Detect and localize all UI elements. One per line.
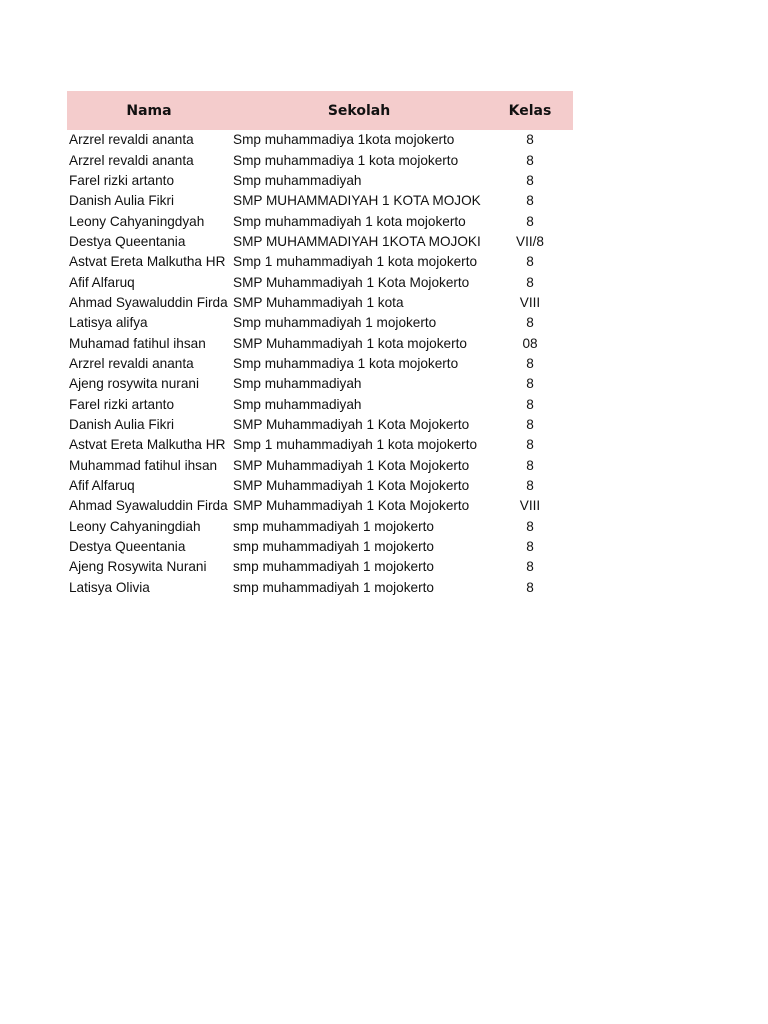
- cell-kelas: 8: [526, 396, 534, 412]
- cell-nama: Afif Alfaruq: [69, 274, 135, 290]
- cell-kelas: 8: [526, 539, 534, 555]
- cell-nama: Latisya Olivia: [69, 579, 150, 595]
- cell-kelas: 8: [526, 518, 534, 534]
- cell-sekolah: SMP Muhammadiyah 1 Kota Mojokerto: [233, 478, 470, 494]
- cell-nama: Afif Alfaruq: [69, 478, 135, 494]
- cell-nama: Danish Aulia Fikri: [69, 416, 175, 432]
- cell-sekolah: smp muhammadiyah 1 mojokerto: [233, 579, 434, 595]
- cell-kelas: 8: [526, 559, 534, 575]
- table-row: [67, 171, 573, 191]
- cell-kelas: 8: [526, 213, 534, 229]
- cell-nama: Leony Cahyaningdiah: [69, 518, 201, 534]
- table-row: [67, 150, 573, 170]
- table-header: [67, 91, 573, 130]
- cell-kelas: 8: [526, 254, 534, 270]
- table-row: [67, 476, 573, 496]
- cell-kelas: 8: [526, 457, 534, 473]
- cell-sekolah: smp muhammadiyah 1 mojokerto: [233, 518, 434, 534]
- cell-nama: Ajeng rosywita nurani: [69, 376, 199, 392]
- cell-sekolah: Smp muhammadiyah: [233, 376, 362, 392]
- cell-kelas: 8: [526, 478, 534, 494]
- table-row: [67, 333, 573, 353]
- cell-sekolah: Smp 1 muhammadiyah 1 kota mojokerto: [233, 437, 478, 453]
- table-row: [67, 394, 573, 414]
- cell-nama: Arzrel revaldi ananta: [69, 355, 194, 371]
- header-nama: Nama: [126, 102, 172, 119]
- table-row: [67, 272, 573, 292]
- cell-kelas: 8: [526, 416, 534, 432]
- cell-kelas: 8: [526, 132, 534, 148]
- table-row: [67, 354, 573, 374]
- cell-sekolah: SMP MUHAMMADIYAH 1KOTA MOJOKI: [233, 233, 481, 249]
- cell-sekolah: Smp muhammadiya 1 kota mojokerto: [233, 152, 459, 168]
- cell-sekolah: SMP Muhammadiyah 1 Kota Mojokerto: [233, 274, 470, 290]
- cell-nama: Destya Queentania: [69, 233, 186, 249]
- cell-kelas: 8: [526, 355, 534, 371]
- table-row: [67, 435, 573, 455]
- cell-nama: Farel rizki artanto: [69, 396, 175, 412]
- cell-kelas: 8: [526, 376, 534, 392]
- cell-nama: Arzrel revaldi ananta: [69, 152, 194, 168]
- cell-nama: Muhamad fatihul ihsan: [69, 335, 206, 351]
- cell-kelas: 08: [522, 335, 538, 351]
- table-row: [67, 517, 573, 537]
- header-kelas: Kelas: [508, 102, 552, 119]
- cell-nama: Leony Cahyaningdyah: [69, 213, 205, 229]
- table-row: [67, 252, 573, 272]
- cell-kelas: VIII: [519, 498, 541, 514]
- header-sekolah: Sekolah: [327, 102, 391, 119]
- cell-sekolah: Smp muhammadiyah 1 kota mojokerto: [233, 213, 466, 229]
- table-row: [67, 232, 573, 252]
- cell-nama: Ahmad Syawaluddin Firda: [69, 498, 228, 514]
- cell-sekolah: Smp muhammadiyah: [233, 172, 362, 188]
- cell-nama: Arzrel revaldi ananta: [69, 132, 194, 148]
- cell-nama: Astvat Ereta Malkutha HR: [69, 254, 226, 270]
- cell-kelas: 8: [526, 579, 534, 595]
- cell-sekolah: Smp muhammadiya 1kota mojokerto: [233, 132, 455, 148]
- student-table: [67, 91, 573, 598]
- table-row: [67, 557, 573, 577]
- cell-kelas: 8: [526, 274, 534, 290]
- cell-sekolah: Smp muhammadiyah: [233, 396, 362, 412]
- cell-sekolah: smp muhammadiyah 1 mojokerto: [233, 559, 434, 575]
- cell-nama: Muhammad fatihul ihsan: [69, 457, 218, 473]
- cell-sekolah: smp muhammadiyah 1 mojokerto: [233, 539, 434, 555]
- cell-kelas: 8: [526, 315, 534, 331]
- table-row: [67, 293, 573, 313]
- table-row: [67, 578, 573, 598]
- table-row: [67, 374, 573, 394]
- header-row: [67, 91, 573, 130]
- cell-sekolah: Smp muhammadiyah 1 mojokerto: [233, 315, 437, 331]
- cell-sekolah: Smp 1 muhammadiyah 1 kota mojokerto: [233, 254, 478, 270]
- table-body: [67, 130, 573, 598]
- cell-nama: Destya Queentania: [69, 539, 186, 555]
- cell-nama: Ajeng Rosywita Nurani: [69, 559, 207, 575]
- table-row: [67, 313, 573, 333]
- cell-nama: Danish Aulia Fikri: [69, 193, 175, 209]
- table-row: [67, 211, 573, 231]
- cell-kelas: 8: [526, 193, 534, 209]
- cell-sekolah: Smp muhammadiya 1 kota mojokerto: [233, 355, 459, 371]
- cell-sekolah: SMP Muhammadiyah 1 Kota Mojokerto: [233, 498, 470, 514]
- table-row: [67, 415, 573, 435]
- table-row: [67, 456, 573, 476]
- cell-nama: Ahmad Syawaluddin Firda: [69, 294, 228, 310]
- cell-sekolah: SMP Muhammadiyah 1 Kota Mojokerto: [233, 416, 470, 432]
- cell-kelas: 8: [526, 172, 534, 188]
- cell-kelas: 8: [526, 437, 534, 453]
- cell-sekolah: SMP Muhammadiyah 1 kota: [233, 294, 404, 310]
- cell-kelas: VIII: [519, 294, 541, 310]
- cell-nama: Farel rizki artanto: [69, 172, 175, 188]
- cell-nama: Latisya alifya: [69, 315, 148, 331]
- cell-kelas: VII/8: [516, 233, 544, 249]
- cell-sekolah: SMP Muhammadiyah 1 Kota Mojokerto: [233, 457, 470, 473]
- cell-sekolah: SMP Muhammadiyah 1 kota mojokerto: [233, 335, 467, 351]
- cell-sekolah: SMP MUHAMMADIYAH 1 KOTA MOJOK: [233, 193, 481, 209]
- cell-kelas: 8: [526, 152, 534, 168]
- table-row: [67, 496, 573, 516]
- cell-nama: Astvat Ereta Malkutha HR: [69, 437, 226, 453]
- table-row: [67, 130, 573, 150]
- table-row: [67, 537, 573, 557]
- table-row: [67, 191, 573, 211]
